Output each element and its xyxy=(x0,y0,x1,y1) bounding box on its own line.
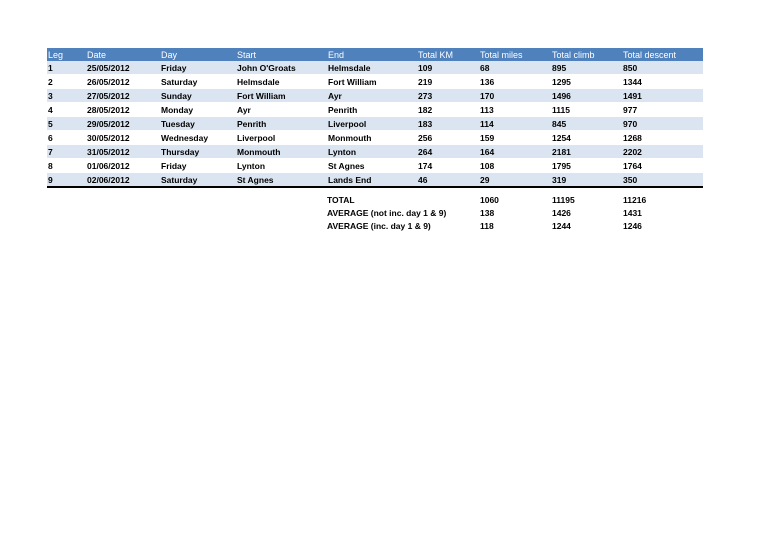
cell-date: 28/05/2012 xyxy=(87,104,130,115)
summary-climb: 1426 xyxy=(552,208,571,218)
cell-day: Monday xyxy=(161,104,194,115)
cell-total-descent: 970 xyxy=(623,118,638,129)
cell-day: Saturday xyxy=(161,76,198,87)
cell-leg: 5 xyxy=(48,118,53,129)
cell-total-climb: 1254 xyxy=(552,132,571,143)
cell-start: Penrith xyxy=(237,118,267,129)
cell-total-km: 174 xyxy=(418,160,433,171)
cell-day: Tuesday xyxy=(161,118,195,129)
header-row xyxy=(47,48,703,61)
table-body xyxy=(47,61,703,187)
table-row xyxy=(47,103,703,117)
table-row xyxy=(47,173,703,188)
summary-label: AVERAGE (not inc. day 1 & 9) xyxy=(327,208,447,218)
cell-end: St Agnes xyxy=(328,160,365,171)
cell-leg: 7 xyxy=(48,146,53,157)
cell-total-descent: 1491 xyxy=(623,90,642,101)
cell-total-miles: 113 xyxy=(480,104,494,115)
cell-total-descent: 1764 xyxy=(623,160,642,171)
cell-date: 29/05/2012 xyxy=(87,118,130,129)
cell-total-climb: 2181 xyxy=(552,146,571,157)
cell-leg: 9 xyxy=(48,174,53,185)
cell-total-km: 264 xyxy=(418,146,433,157)
table-row xyxy=(47,159,703,173)
cell-end: Fort William xyxy=(328,76,377,87)
cell-total-miles: 114 xyxy=(480,118,494,129)
cell-start: John O'Groats xyxy=(237,62,296,73)
cell-start: Ayr xyxy=(237,104,251,115)
cell-day: Wednesday xyxy=(161,132,209,143)
cell-total-climb: 1115 xyxy=(552,104,570,115)
cell-day: Sunday xyxy=(161,90,192,101)
summary-miles: 1060 xyxy=(480,195,499,205)
spreadsheet xyxy=(47,48,703,188)
cell-end: Penrith xyxy=(328,104,358,115)
cell-leg: 8 xyxy=(48,160,53,171)
header-leg: Leg xyxy=(48,49,64,60)
cell-start: Monmouth xyxy=(237,146,281,157)
cell-total-km: 109 xyxy=(418,62,433,73)
header-date: Date xyxy=(87,49,107,60)
cell-total-climb: 1496 xyxy=(552,90,571,101)
cell-date: 27/05/2012 xyxy=(87,90,130,101)
cell-day: Friday xyxy=(161,62,187,73)
route-legs-table xyxy=(47,48,703,188)
cell-total-climb: 319 xyxy=(552,174,567,185)
header-total-miles: Total miles xyxy=(480,49,523,60)
cell-total-descent: 2202 xyxy=(623,146,642,157)
cell-total-km: 219 xyxy=(418,76,433,87)
header-start: Start xyxy=(237,49,257,60)
summary-descent: 1431 xyxy=(623,208,642,218)
table-row xyxy=(47,131,703,145)
cell-total-km: 273 xyxy=(418,90,433,101)
table-row xyxy=(47,117,703,131)
cell-leg: 1 xyxy=(48,62,53,73)
cell-total-descent: 977 xyxy=(623,104,638,115)
cell-total-miles: 136 xyxy=(480,76,495,87)
table-row xyxy=(47,61,703,75)
cell-total-climb: 895 xyxy=(552,62,567,73)
summary-miles: 118 xyxy=(480,221,494,231)
cell-total-miles: 108 xyxy=(480,160,495,171)
cell-total-climb: 845 xyxy=(552,118,567,129)
cell-end: Lands End xyxy=(328,174,372,185)
summary-climb: 1244 xyxy=(552,221,571,231)
table-row xyxy=(47,145,703,159)
cell-total-km: 256 xyxy=(418,132,433,143)
summary-label: TOTAL xyxy=(327,195,355,205)
cell-total-miles: 164 xyxy=(480,146,495,157)
cell-end: Liverpool xyxy=(328,118,367,129)
cell-end: Helmsdale xyxy=(328,62,371,73)
summary-descent: 1246 xyxy=(623,221,642,231)
cell-start: Helmsdale xyxy=(237,76,280,87)
cell-end: Lynton xyxy=(328,146,357,157)
header-total-descent: Total descent xyxy=(623,49,677,60)
header-total-climb: Total climb xyxy=(552,49,595,60)
cell-leg: 2 xyxy=(48,76,53,87)
cell-total-miles: 159 xyxy=(480,132,495,143)
cell-date: 02/06/2012 xyxy=(87,174,130,185)
cell-total-descent: 1268 xyxy=(623,132,642,143)
cell-total-miles: 170 xyxy=(480,90,495,101)
summary-block xyxy=(327,194,707,233)
cell-total-miles: 29 xyxy=(480,174,490,185)
cell-total-km: 182 xyxy=(418,104,433,115)
table-row xyxy=(47,89,703,103)
cell-leg: 6 xyxy=(48,132,53,143)
header-end: End xyxy=(328,49,345,60)
cell-start: Lynton xyxy=(237,160,266,171)
cell-leg: 4 xyxy=(48,104,53,115)
header-total-km: Total KM xyxy=(418,49,454,60)
cell-start: St Agnes xyxy=(237,174,274,185)
cell-total-descent: 1344 xyxy=(623,76,642,87)
cell-total-climb: 1795 xyxy=(552,160,571,171)
table-row xyxy=(47,75,703,89)
cell-total-miles: 68 xyxy=(480,62,490,73)
cell-start: Liverpool xyxy=(237,132,276,143)
cell-leg: 3 xyxy=(48,90,53,101)
cell-total-km: 183 xyxy=(418,118,433,129)
cell-day: Saturday xyxy=(161,174,198,185)
cell-day: Thursday xyxy=(161,146,200,157)
summary-label: AVERAGE (inc. day 1 & 9) xyxy=(327,221,431,231)
cell-start: Fort William xyxy=(237,90,286,101)
cell-date: 30/05/2012 xyxy=(87,132,130,143)
cell-total-descent: 850 xyxy=(623,62,638,73)
summary-climb: 11195 xyxy=(552,195,575,205)
summary-descent: 11216 xyxy=(623,195,647,205)
cell-date: 26/05/2012 xyxy=(87,76,130,87)
summary-miles: 138 xyxy=(480,208,495,218)
summary-row xyxy=(327,220,707,233)
summary-row xyxy=(327,207,707,220)
cell-day: Friday xyxy=(161,160,187,171)
cell-end: Ayr xyxy=(328,90,342,101)
cell-total-descent: 350 xyxy=(623,174,638,185)
cell-date: 31/05/2012 xyxy=(87,146,130,157)
cell-date: 01/06/2012 xyxy=(87,160,130,171)
cell-end: Monmouth xyxy=(328,132,372,143)
summary-row xyxy=(327,194,707,207)
cell-total-climb: 1295 xyxy=(552,76,571,87)
cell-total-km: 46 xyxy=(418,174,428,185)
header-day: Day xyxy=(161,49,178,60)
cell-date: 25/05/2012 xyxy=(87,62,130,73)
